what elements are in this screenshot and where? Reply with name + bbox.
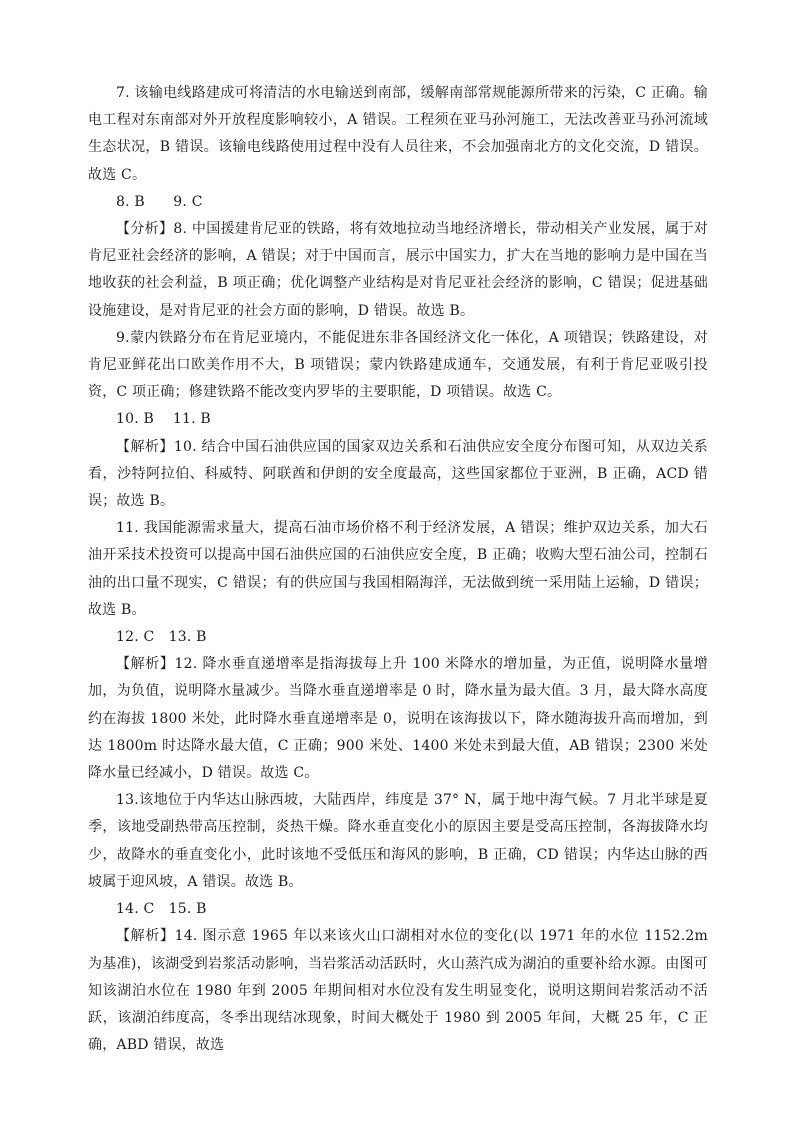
paragraph-q10-analysis: 【解析】10. 结合中国石油供应国的国家双边关系和石油供应安全度分布图可知，从双边关系看，沙特阿拉伯、科威特、阿联酋和伊朗的安全度最高，这些国家都位于亚洲，B 正确，ACD 错误；故选 B。 — [88, 438, 708, 510]
paragraph-q9-explanation: 9.蒙内铁路分布在肯尼亚境内，不能促进东非各国经济文化一体化，A 项错误；铁路建设，对肯尼亚鲜花出口欧美作用不大，B 项错误；蒙内铁路建成通车，交通发展，有利于肯尼亚吸引投资，C 项正确；修建铁路不能改变内罗毕的主要职能，D 项错误。故选 C。 — [88, 329, 708, 401]
answers-q10-q11: 10. B 11. B — [116, 411, 211, 428]
answers-q12-q13: 12. C 13. B — [116, 629, 207, 646]
paragraph-q11-explanation: 11. 我国能源需求量大，提高石油市场价格不利于经济发展，A 错误；维护双边关系，加大石油开采技术投资可以提高中国石油供应国的石油供应安全度，B 正确；收购大型石油公司，控制石油的出口量不现实，C 错误；有的供应国与我国相隔海洋，无法做到统一采用陆上运输，D 错误；故选 B。 — [88, 520, 708, 618]
paragraph-q7-explanation: 7. 该输电线路建成可将清洁的水电输送到南部，缓解南部常规能源所带来的污染，C 正确。输电工程对东南部对外开放程度影响较小，A 错误。工程须在亚马孙河施工，无法改善亚马孙河流域生态状况，B 错误。该输电线路使用过程中没有人员往来，不会加强南北方的文化交流，D 错误。故选 C。 — [88, 85, 708, 183]
paragraph-q8-analysis: 【分析】8. 中国援建肯尼亚的铁路，将有效地拉动当地经济增长，带动相关产业发展，属于对肯尼亚社会经济的影响，A 错误；对于中国而言，展示中国实力，扩大在当地的影响力是中国在当地收获的社会利益，B 项正确；优化调整产业结构是对肯尼亚社会经济的影响，C 错误；促进基础设施建设，是对肯尼亚的社会方面的影响，D 错误。故选 B。 — [88, 221, 708, 319]
answer-explanations — [88, 80, 713, 1059]
answers-q8-q9: 8. B 9. C — [116, 193, 203, 210]
paragraph-q12-analysis: 【解析】12. 降水垂直递增率是指海拔每上升 100 米降水的增加量，为正值，说明降水量增加，为负值，说明降水量减少。当降水垂直递增率是 0 时，降水量为最大值。3 月，最大降水高度约在海拔 1800 米处，此时降水垂直递增率是 0，说明在该海拔以下，降水随海拔升高而增加，到达 1800m 时达降水最大值，C 正确；900 米处、1400 米处未到最大值，AB 错误；2300 米处降水量已经减小，D 错误。故选 C。 — [88, 656, 708, 782]
paragraph-q14-analysis: 【解析】14. 图示意 1965 年以来该火山口湖相对水位的变化(以 1971 年的水位 1152.2m 为基准)，该湖受到岩浆活动影响，当岩浆活动活跃时，火山蒸汽成为湖泊的重要补给水源。由图可知该湖泊水位在 1980 年到 2005 年期间相对水位没有发生明显变化，说明这期间岩浆活动不活跃，该湖泊纬度高，冬季出现结冰现象，时间大概处于 1980 到 2005 年间，大概 25 年，C 正确，ABD 错误，故选 — [88, 928, 713, 1054]
answers-q14-q15: 14. C 15. B — [116, 901, 207, 918]
paragraph-q13-explanation: 13.该地位于内华达山脉西坡，大陆西岸，纬度是 37° N，属于地中海气候。7 月北半球是夏季，该地受副热带高压控制，炎热干燥。降水垂直变化小的原因主要是受高压控制，各海拔降水均少，故降水的垂直变化小，此时该地不受低压和海风的影响，B 正确，CD 错误；内华达山脉的西坡属于迎风坡，A 错误。故选 B。 — [88, 792, 708, 890]
